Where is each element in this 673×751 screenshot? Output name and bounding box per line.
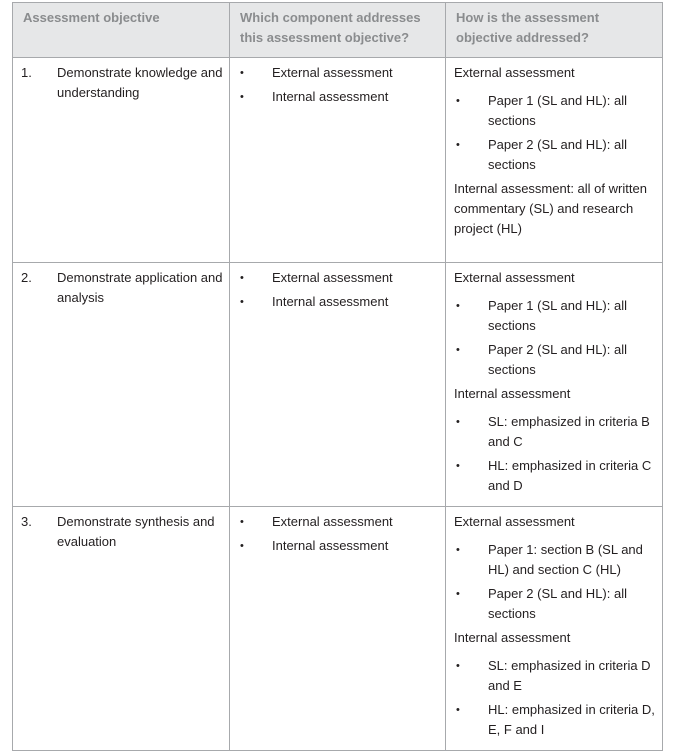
objective-number: 2.: [21, 270, 32, 285]
component-label: Internal assessment: [272, 538, 389, 553]
internal-item: HL: emphasized in criteria D, E, F and I: [488, 702, 655, 737]
assessment-objectives-table: [12, 2, 663, 751]
list-item: [454, 296, 656, 336]
bullet-icon: •: [240, 272, 244, 284]
list-item: [454, 700, 656, 740]
list-item: [454, 412, 656, 452]
bullet-icon: •: [456, 588, 460, 600]
table-row: [13, 58, 663, 263]
list-item: [454, 340, 656, 380]
component-label: Internal assessment: [272, 89, 389, 104]
bullet-icon: •: [240, 296, 244, 308]
list-item: [238, 536, 439, 556]
external-heading: External assessment: [454, 514, 575, 529]
how-addressed-cell: [446, 507, 663, 751]
component-cell: [230, 507, 446, 751]
bullet-icon: •: [240, 540, 244, 552]
component-cell: [230, 263, 446, 507]
list-item: [454, 91, 656, 131]
bullet-icon: •: [456, 704, 460, 716]
table-header: [13, 3, 663, 58]
external-item: Paper 2 (SL and HL): all sections: [488, 342, 627, 377]
component-label: External assessment: [272, 270, 393, 285]
bullet-icon: •: [456, 95, 460, 107]
list-item: [454, 456, 656, 496]
external-item: Paper 1 (SL and HL): all sections: [488, 298, 627, 333]
objective-cell: [13, 58, 230, 263]
how-addressed-cell: [446, 58, 663, 263]
objective-text: Demonstrate synthesis and evaluation: [57, 514, 215, 549]
header-component: Which component addresses this assessment objective?: [230, 3, 446, 58]
bullet-icon: •: [240, 91, 244, 103]
internal-item: SL: emphasized in criteria D and E: [488, 658, 651, 693]
bullet-icon: •: [456, 460, 460, 472]
table-row: [13, 263, 663, 507]
list-item: [238, 292, 439, 312]
bullet-icon: •: [456, 544, 460, 556]
header-row: [13, 3, 663, 58]
component-label: External assessment: [272, 514, 393, 529]
bullet-icon: •: [456, 300, 460, 312]
component-label: Internal assessment: [272, 294, 389, 309]
header-assessment-objective: Assessment objective: [13, 3, 230, 58]
table-row: [13, 507, 663, 751]
bullet-icon: •: [240, 516, 244, 528]
internal-item: SL: emphasized in criteria B and C: [488, 414, 650, 449]
objective-text: Demonstrate application and analysis: [57, 270, 223, 305]
objective-cell: [13, 263, 230, 507]
how-addressed-cell: [446, 263, 663, 507]
external-item: Paper 2 (SL and HL): all sections: [488, 137, 627, 172]
external-item: Paper 1 (SL and HL): all sections: [488, 93, 627, 128]
list-item: [238, 512, 439, 532]
component-label: External assessment: [272, 65, 393, 80]
list-item: [238, 87, 439, 107]
list-item: [454, 135, 656, 175]
bullet-icon: •: [456, 660, 460, 672]
external-item: Paper 2 (SL and HL): all sections: [488, 586, 627, 621]
component-cell: [230, 58, 446, 263]
header-how-addressed: How is the assessment objective addressed?: [446, 3, 663, 58]
bullet-icon: •: [240, 67, 244, 79]
list-item: [454, 656, 656, 696]
external-heading: External assessment: [454, 270, 575, 285]
list-item: [238, 268, 439, 288]
bullet-icon: •: [456, 139, 460, 151]
objective-text: Demonstrate knowledge and understanding: [57, 65, 223, 100]
external-item: Paper 1: section B (SL and HL) and section C (HL): [488, 542, 643, 577]
objective-cell: [13, 507, 230, 751]
external-heading: External assessment: [454, 65, 575, 80]
objective-number: 3.: [21, 514, 32, 529]
internal-heading: Internal assessment: all of written commentary (SL) and research project (HL): [454, 181, 647, 236]
internal-heading: Internal assessment: [454, 630, 571, 645]
objective-number: 1.: [21, 65, 32, 80]
list-item: [454, 584, 656, 624]
list-item: [238, 63, 439, 83]
list-item: [454, 540, 656, 580]
internal-heading: Internal assessment: [454, 386, 571, 401]
internal-item: HL: emphasized in criteria C and D: [488, 458, 652, 493]
bullet-icon: •: [456, 344, 460, 356]
bullet-icon: •: [456, 416, 460, 428]
